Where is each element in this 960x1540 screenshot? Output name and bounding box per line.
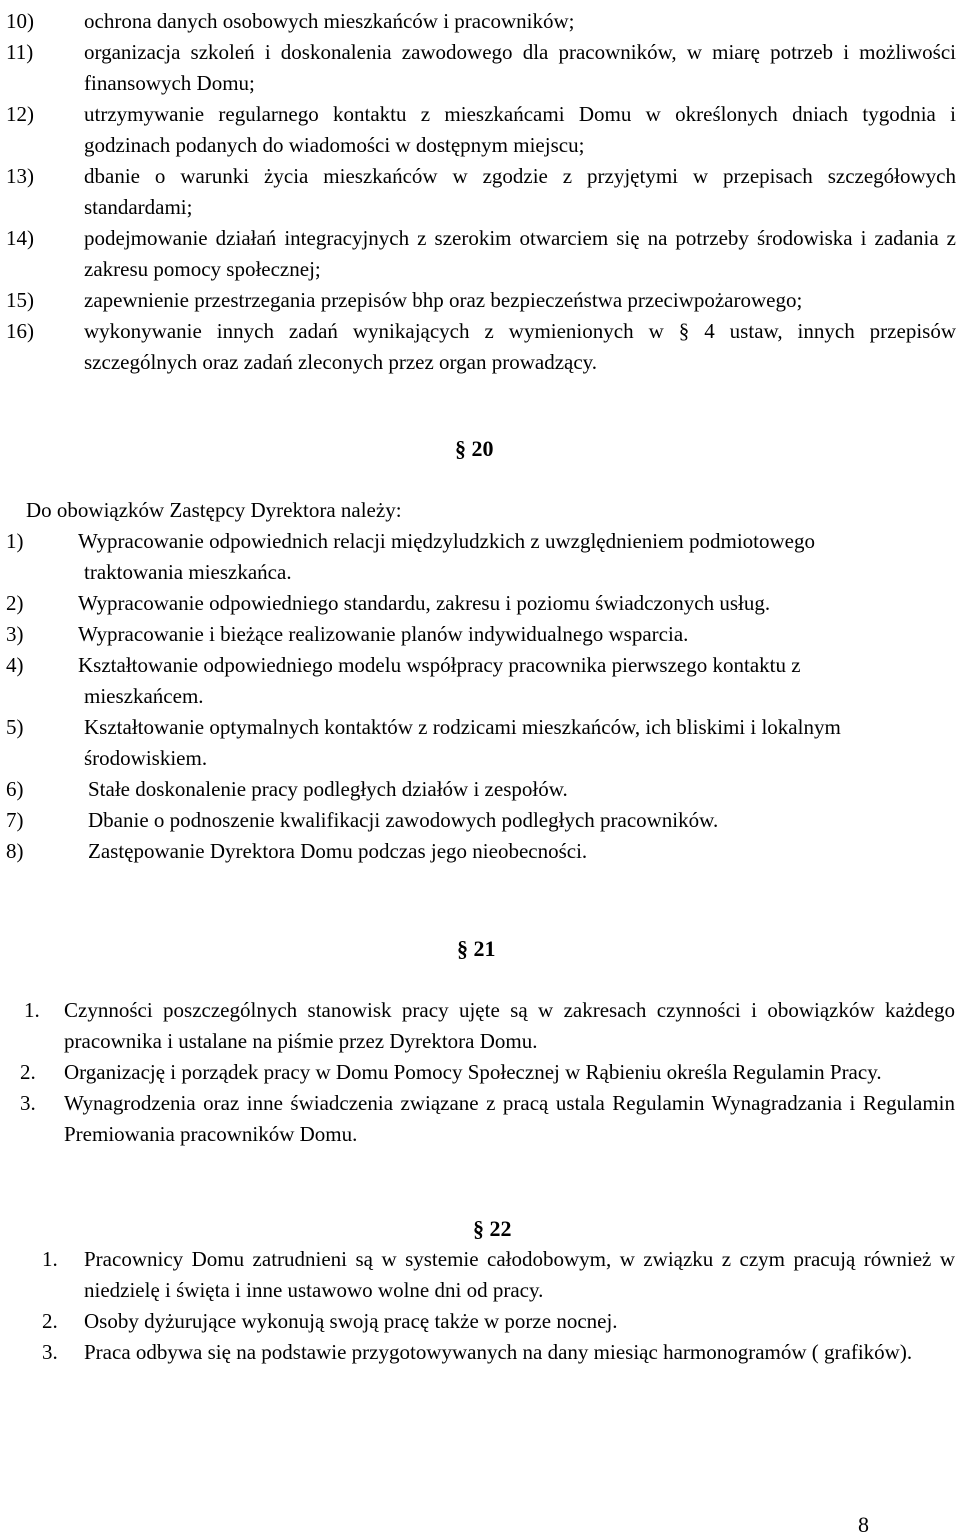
list-item (6, 223, 956, 285)
item-number: 12) (6, 102, 34, 126)
list-item (6, 712, 906, 774)
item-text: Wypracowanie odpowiedniego standardu, zakresu i poziomu świadczonych usług. (78, 591, 771, 615)
item-text: Stałe doskonalenie pracy podległych działów i zespołów. (88, 777, 568, 801)
item-number: 2. (20, 1060, 36, 1084)
item-number: 3) (6, 622, 24, 646)
list-item (6, 774, 906, 805)
list-item (42, 1337, 955, 1368)
item-number: 10) (6, 9, 34, 33)
section-heading-20: § 20 (455, 436, 494, 461)
list-item (6, 836, 906, 867)
item-number: 7) (6, 808, 24, 832)
item-text: Osoby dyżurujące wykonują swoją pracę także w porze nocnej. (84, 1309, 618, 1333)
list-item (6, 316, 956, 378)
list-item (6, 805, 906, 836)
item-number: 1. (24, 998, 40, 1022)
item-number: 1) (6, 529, 24, 553)
item-text: Wypracowanie odpowiednich relacji międzyludzkich z uwzględnieniem podmiotowego traktowania mieszkańca. (78, 529, 815, 584)
list-item (42, 1306, 955, 1337)
item-number: 2) (6, 591, 24, 615)
item-number: 13) (6, 164, 34, 188)
section-22-list (42, 1244, 955, 1368)
item-text: Pracownicy Domu zatrudnieni są w systemie całodobowym, w związku z czym pracują również w niedzielę i święta i inne ustawowo wolne dni od pracy. (84, 1247, 955, 1302)
item-text: Czynności poszczególnych stanowisk pracy ujęte są w zakresach czynności i obowiązków każdego pracownika i ustalane na piśmie przez Dyrektora Domu. (64, 998, 955, 1053)
item-text: Praca odbywa się na podstawie przygotowywanych na dany miesiąc harmonogramów ( grafików). (84, 1340, 913, 1364)
list-item (6, 161, 956, 223)
list-item (6, 37, 956, 99)
item-text: organizacja szkoleń i doskonalenia zawodowego dla pracowników, w miarę potrzeb i możliwości finansowych Domu; (84, 40, 956, 95)
item-number: 16) (6, 319, 34, 343)
list-item (6, 285, 956, 316)
item-number: 11) (6, 40, 34, 64)
item-number: 3. (20, 1091, 36, 1115)
item-number: 2. (42, 1309, 58, 1333)
list-item (6, 650, 906, 712)
page-number: 8 (858, 1512, 869, 1537)
item-number: 3. (42, 1340, 58, 1364)
list-item (20, 995, 955, 1057)
item-text: dbanie o warunki życia mieszkańców w zgodzie z przyjętymi w przepisach szczegółowych standardami; (84, 164, 956, 219)
duties-list-director (6, 6, 956, 378)
item-number: 8) (6, 839, 24, 863)
list-item (42, 1244, 955, 1306)
list-item (6, 6, 956, 37)
duties-list-deputy-director (6, 526, 906, 867)
item-text: zapewnienie przestrzegania przepisów bhp oraz bezpieczeństwa przeciwpożarowego; (84, 288, 803, 312)
section-heading-21: § 21 (457, 936, 496, 961)
item-text: Kształtowanie optymalnych kontaktów z rodzicami mieszkańców, ich bliskimi i lokalnym środowiskiem. (84, 715, 841, 770)
item-number: 4) (6, 653, 24, 677)
section-21-list (20, 995, 955, 1150)
item-text: Zastępowanie Dyrektora Domu podczas jego nieobecności. (88, 839, 588, 863)
list-item (20, 1057, 955, 1088)
list-item (20, 1088, 955, 1150)
item-text: Wypracowanie i bieżące realizowanie planów indywidualnego wsparcia. (78, 622, 689, 646)
item-text: podejmowanie działań integracyjnych z szerokim otwarciem się na potrzeby środowiska i zadania z zakresu pomocy społecznej; (84, 226, 956, 281)
list-item (6, 99, 956, 161)
section-20-intro: Do obowiązków Zastępcy Dyrektora należy: (26, 498, 402, 522)
item-text: utrzymywanie regularnego kontaktu z mieszkańcami Domu w określonych dniach tygodnia i godzinach podanych do wiadomości w dostępnym miejscu; (84, 102, 956, 157)
item-number: 6) (6, 777, 24, 801)
item-number: 1. (42, 1247, 58, 1271)
item-number: 5) (6, 715, 24, 739)
item-text: wykonywanie innych zadań wynikających z wymienionych w § 4 ustaw, innych przepisów szczególnych oraz zadań zleconych przez organ prowadzący. (84, 319, 956, 374)
section-heading-22: § 22 (473, 1216, 512, 1241)
item-text: Wynagrodzenia oraz inne świadczenia związane z pracą ustala Regulamin Wynagradzania i Regulamin Premiowania pracowników Domu. (64, 1091, 955, 1146)
item-text: Dbanie o podnoszenie kwalifikacji zawodowych podległych pracowników. (88, 808, 719, 832)
item-text: Kształtowanie odpowiedniego modelu współpracy pracownika pierwszego kontaktu z mieszkańcem. (78, 653, 801, 708)
item-number: 14) (6, 226, 34, 250)
item-text: ochrona danych osobowych mieszkańców i pracowników; (84, 9, 575, 33)
list-item (6, 619, 906, 650)
item-number: 15) (6, 288, 34, 312)
item-text: Organizację i porządek pracy w Domu Pomocy Społecznej w Rąbieniu określa Regulamin Pracy. (64, 1060, 882, 1084)
list-item (6, 588, 906, 619)
list-item (6, 526, 906, 588)
